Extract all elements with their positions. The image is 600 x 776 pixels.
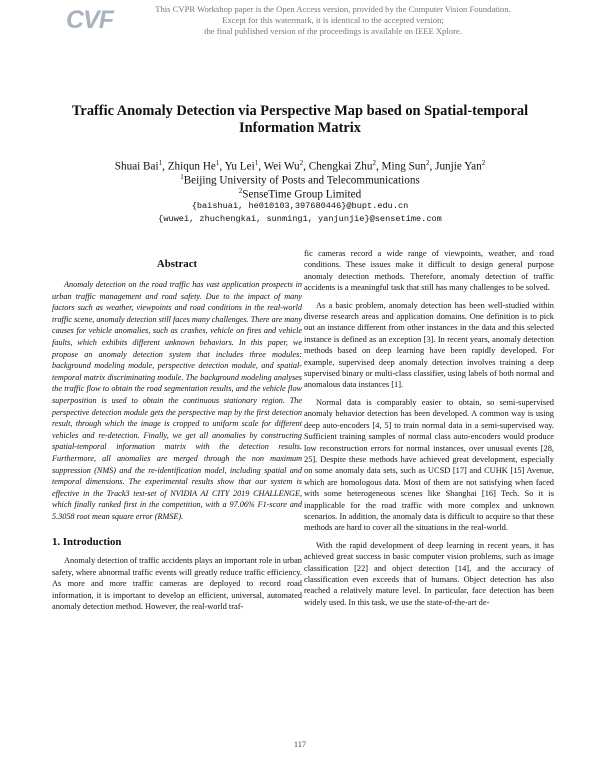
author-list: Shuai Bai$^1$, Zhiqun He$^1$, Yu Lei$^1$, Wei Wu$^2$, Chengkai Zhu$^2$, Ming Sun$^2$, Junjie Yan$^2$ <box>114 159 486 173</box>
author-affil-mark: 2 <box>481 159 486 167</box>
affiliation-1-text: Beijing University of Posts and Telecommunications <box>183 174 420 187</box>
affiliation-2-text: SenseTime Group Limited <box>242 188 362 201</box>
author-name: Shuai Bai <box>114 160 159 173</box>
author-affil-mark: 2 <box>372 159 376 167</box>
author-affil-mark: 2 <box>426 159 430 167</box>
open-access-watermark <box>118 4 548 37</box>
page-number: 117 <box>293 740 307 749</box>
author-affil-mark: 1 <box>254 159 259 167</box>
body-paragraph: As a basic problem, anomaly detection has been well-studied within diverse research areas and application domains. One definition is to pick out an instance different from other instances in the data and this selected instance is defined as an exception [3]. In recent years, anomaly detection methods based on deep learning have been rapidly developed. For example, supervised deep anomaly detection involves training a deep supervised binary or multi-class classifier, using labels of both normal and anomalous data instances [1]. <box>304 300 554 390</box>
cvf-logo: CVF <box>66 6 113 34</box>
author-name: Zhiqun He <box>167 160 216 173</box>
left-column <box>52 258 302 619</box>
intro-paragraph: Anomaly detection of traffic accidents plays an important role in urban safety, where abnormal traffic events will greatly reduce traffic efficiency. As more and more traffic cameras are deployed to record road information, it is important to develop an efficient, universal, automated anomaly detection method. However, the real-world traf- <box>52 556 302 612</box>
author-name: Chengkai Zhu <box>308 160 373 173</box>
author-name: Junjie Yan <box>435 160 482 173</box>
paper-title <box>40 103 560 137</box>
author-name: Yu Lei <box>224 160 255 173</box>
email-line-2: {wuwei, zhuchengkai, sunming1, yanjunjie}@sensetime.com <box>158 214 442 224</box>
author-name: Wei Wu <box>263 160 300 173</box>
author-affil-mark: 1 <box>158 159 163 167</box>
body-paragraph: fic cameras record a wide range of viewpoints, weather, and road conditions. These issues make it difficult to design general purpose anomaly detection methods. Therefore, anomaly detection of traffic accidents is a meaningful task that still has many challenges to be solved. <box>304 249 554 293</box>
body-paragraph: Normal data is comparably easier to obtain, so semi-supervised anomaly behavior detection has been developed. A common way is using deep auto-encoders [4, 5] to train normal data in a semi-supervised way. Sufficient training samples of normal class auto-encoders would produce low reconstruction errors for normal instances, over unusual events [28, 25]. Despite these methods have achieved great development, especially on some anomaly data sets, such as UCSD [17] and CUHK [15] Avenue, which are homologous data. Most of them are not satisfying when faced with some heterogeneous scenes like Shanghai [16] Tech. So it is inapplicable for the road traffic with more complex and unknown scenarios. In addition, the anomaly data is difficult to acquire so that these methods are hard to cover all the situations in the real-world. <box>304 397 554 533</box>
watermark-line-2: Except for this watermark, it is identical to the accepted version; <box>222 15 444 25</box>
affiliation-1-mark: 1 <box>180 173 184 181</box>
title-line-1: Traffic Anomaly Detection via Perspective Map based on Spatial-temporal <box>71 103 529 119</box>
abstract-text: Anomaly detection on the road traffic has vast application prospects in urban traffic management and road safety. Due to the impact of many factors such as weather, viewpoints and road conditions in the real-world traffic scene, anomaly detection still faces many challenges. There are many causes for vehicle anomalies, such as crashes, vehicle on fires and vehicle faults, which exhibits different unknown behaviors. In this paper, we propose an anomaly detection system that includes three modules: background modeling module, perspective detection module, and spatial-temporal matrix discriminating module. The background modeling analyses the traffic flow to obtain the road segmentation results, and the vehicle flow superposition is used to obtain the continuous stationary region. The perspective detection module gets the perspective map by the first detection result, through which the image is cropped to uniform scale for different vehicles and re-detection. Finally, we get all anomalies by constructing spatial-temporal information matrix with the detection results. Furthermore, all anomalies are merged through the non maximum suppression (NMS) and the re-identification model, including spatial and temporal dimensions. The experimental results show that our system is effective in the Track3 test-set of NVIDIA AI CITY 2019 CHALLENGE, which finally ranked first in the competition, with a 97.06% F1-score and 5.3058 root mean square error (RMSE). <box>52 280 302 521</box>
body-paragraph: With the rapid development of deep learning in recent years, it has achieved great success in basic computer vision problems, such as image classification [22] and object detection [14], and the accuracy of classification even exceeds that of humans. Object detection has also reached a relatively mature level. In particular, face detection has been widely used. In this task, we use the state-of-the-art de- <box>304 540 554 607</box>
email-line-1: {baishuai, he010103,397680446}@bupt.edu.cn <box>191 201 409 211</box>
introduction-heading: 1. Introduction <box>52 536 122 549</box>
right-column <box>304 248 554 614</box>
author-affil-mark: 1 <box>215 159 220 167</box>
watermark-line-1: This CVPR Workshop paper is the Open Access version, provided by the Computer Vision Foundation. <box>155 4 511 14</box>
abstract-heading: Abstract <box>156 258 198 270</box>
author-affil-mark: 2 <box>299 159 304 167</box>
author-name: Ming Sun <box>381 160 426 173</box>
watermark-line-3: the final published version of the proceedings is available on IEEE Xplore. <box>204 26 462 36</box>
affiliation-2-mark: 2 <box>238 187 243 195</box>
title-line-2: Information Matrix <box>239 120 361 136</box>
